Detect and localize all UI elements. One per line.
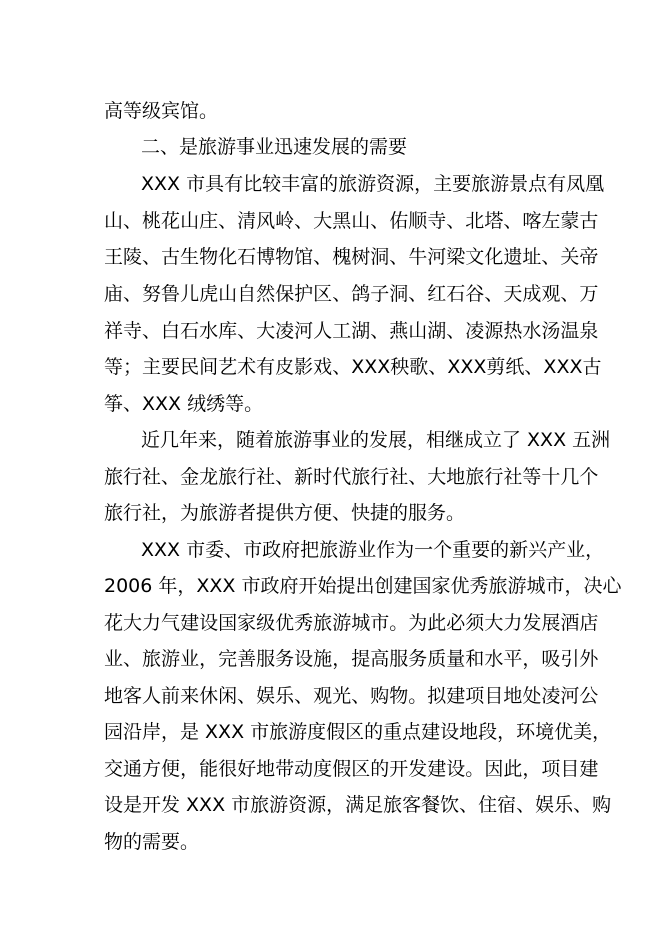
paragraph-line: XXX 市委、市政府把旅游业作为一个重要的新兴产业，: [141, 539, 605, 561]
paragraph-line: 等 ； 主 要 民 间 艺 术 有 皮 影 戏 、 XXX 秧 歌 、 XXX 剪 纸 、 XXX 古: [104, 356, 602, 378]
text-line: 高等级宾馆。: [104, 100, 219, 122]
paragraph-line: 旅 行 社 、 金 龙 旅 行 社 、 新 时 代 旅 行 社 、 大 地 旅 行 社 等 十 几 个: [104, 466, 599, 488]
paragraph-line: 近几年来，随着旅游事业的发展，相继成立了 XXX 五洲: [141, 429, 611, 451]
paragraph-line: 业 、 旅 游 业 ， 完 善 服 务 设 施 ， 提 高 服 务 质 量 和 水 平 ， 吸 引 外: [104, 648, 599, 670]
paragraph-line: 王 陵 、 古 生 物 化 石 博 物 馆 、 槐 树 洞 、 牛 河 梁 文 化 遗 址 、 关 帝: [104, 246, 599, 268]
paragraph-line: 物的需要。: [104, 831, 200, 853]
section-heading: 二、是旅游事业迅速发展的需要: [141, 136, 408, 158]
paragraph-line: 园沿岸，是 XXX 市旅游度假区的重点建设地段，环境优美，: [104, 721, 612, 743]
paragraph-line: 设是开发 XXX 市旅游资源，满足旅客餐饮、住宿、娱乐、购: [104, 794, 612, 816]
paragraph-line: 祥 寺 、 白 石 水 库 、 大 凌 河 人 工 湖 、 燕 山 湖 、 凌 源 热 水 汤 温 泉: [104, 320, 599, 342]
paragraph-line: 花 大 力 气 建 设 国 家 级 优 秀 旅 游 城 市 。 为 此 必 须 大 力 发 展 酒 店: [104, 612, 599, 634]
paragraph-line: 庙 、 努 鲁 儿 虎 山 自 然 保 护 区 、 鸽 子 洞 、 红 石 谷 、 天 成 观 、 万: [104, 283, 599, 305]
paragraph-line: 交 通 方 便 ， 能 很 好 地 带 动 度 假 区 的 开 发 建 设 。 因 此 ， 项 目 建: [104, 758, 599, 780]
paragraph-line: 2006 年，XXX 市政府开始提出创建国家优秀旅游城市，决心: [104, 575, 622, 597]
paragraph-line: 旅行社，为旅游者提供方便、快捷的服务。: [104, 502, 466, 524]
paragraph-line: 地 客 人 前 来 休 闲 、 娱 乐 、 观 光 、 购 物 。 拟 建 项 目 地 处 凌 河 公: [104, 685, 599, 707]
paragraph-line: XXX 市具有比较丰富的旅游资源，主要旅游景点有凤凰: [141, 173, 605, 195]
paragraph-line: 山 、 桃 花 山 庄 、 清 风 岭 、 大 黑 山 、 佑 顺 寺 、 北 塔 、 喀 左 蒙 古: [104, 210, 599, 232]
paragraph-line: 筝、XXX 绒绣等。: [104, 393, 264, 415]
